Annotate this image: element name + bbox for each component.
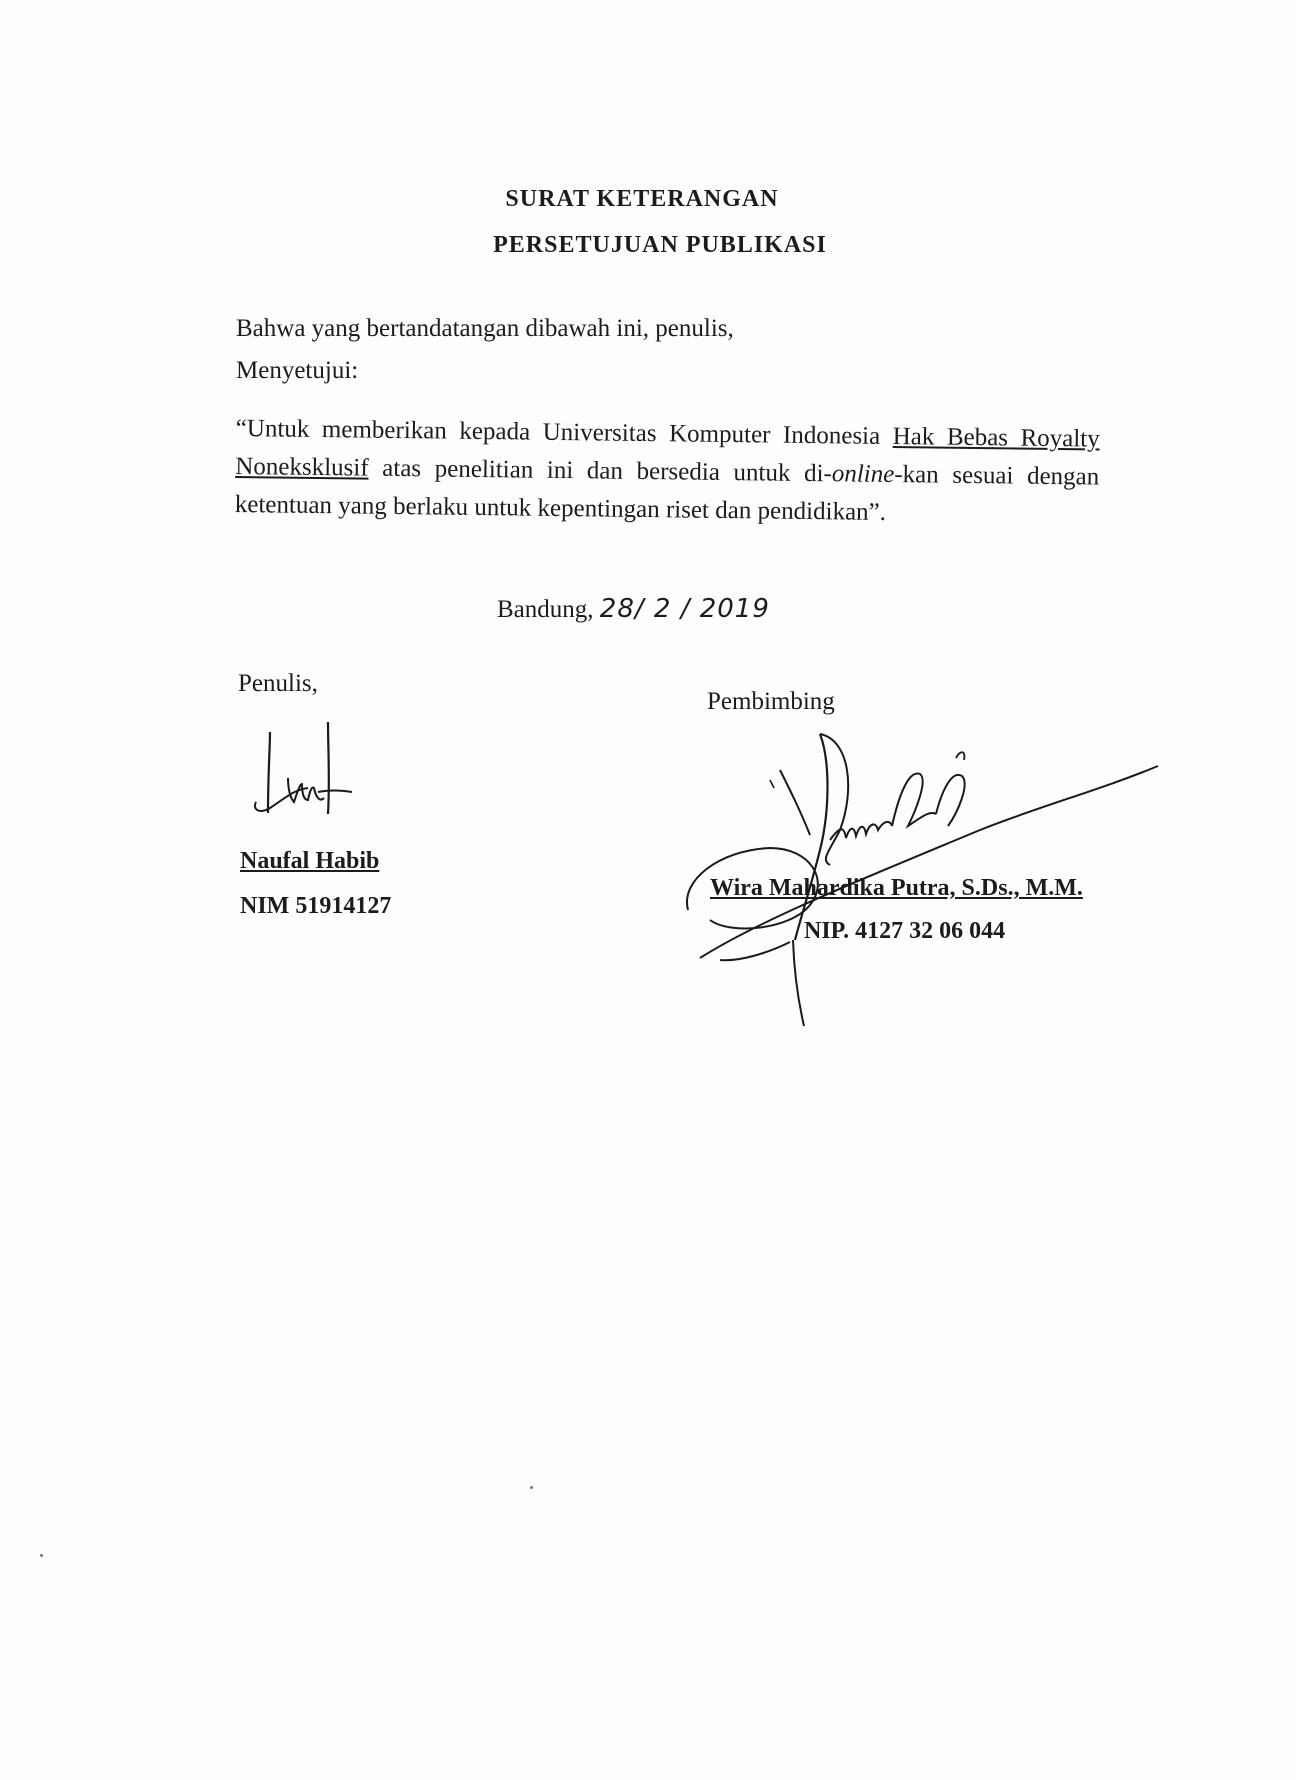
document-subtitle: PERSETUJUAN PUBLIKASI — [493, 232, 827, 258]
supervisor-label: Pembimbing — [707, 688, 835, 715]
date-line — [497, 594, 770, 624]
supervisor-nip: NIP. 4127 32 06 044 — [804, 918, 1006, 944]
supervisor-name: Wira Mahardika Putra, S.Ds., M.M. — [710, 875, 1083, 901]
paper-speck — [530, 1486, 533, 1489]
date-place: Bandung, — [497, 596, 594, 623]
paper-speck — [40, 1554, 43, 1557]
statement-part-3: -kan sesuai dengan ketentuan yang berlaku untuk kepentingan riset dan pendidikan”. — [234, 461, 1100, 526]
author-name: Naufal Habib — [240, 848, 380, 874]
agreement-statement — [235, 410, 1100, 535]
handwritten-date: 28/ 2 / 2019 — [599, 594, 770, 624]
statement-part-2: atas penelitian ini dan bersedia untuk di- — [368, 454, 832, 488]
statement-rights-term: Hak Bebas Royalty Noneksklusif — [235, 423, 1100, 482]
author-label: Penulis, — [238, 670, 318, 697]
document-title: SURAT KETERANGAN — [505, 186, 779, 212]
supervisor-signature — [680, 730, 1170, 1030]
agree-text: Menyetujui: — [236, 357, 359, 384]
intro-text: Bahwa yang bertandatangan dibawah ini, penulis, — [236, 315, 734, 342]
author-signature — [248, 718, 358, 818]
statement-part-1: “Untuk memberikan kepada Universitas Komputer Indonesia — [235, 414, 893, 451]
author-nim: NIM 51914127 — [240, 893, 392, 919]
statement-online-term: online — [831, 460, 895, 489]
